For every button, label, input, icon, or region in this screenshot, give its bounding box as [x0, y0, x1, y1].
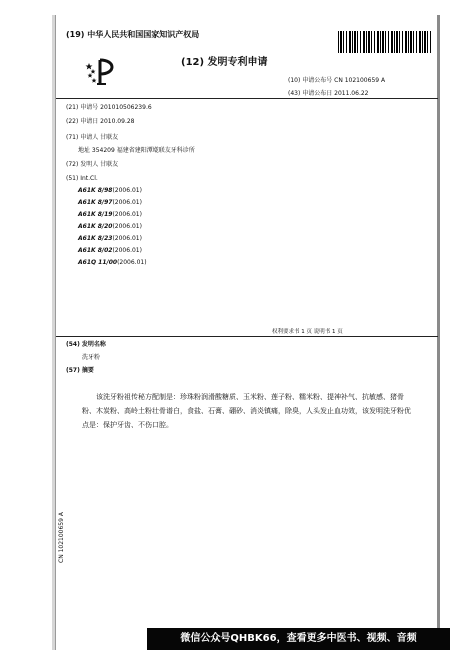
document-kind: (12) 发明专利申请 [181, 57, 268, 68]
ipc-entry: A61K 8/98(2006.01) [78, 187, 142, 194]
abstract-label: (57) 摘要 [66, 367, 94, 374]
header-divider [56, 98, 438, 99]
ipc-entry: A61Q 11/00(2006.01) [78, 259, 147, 266]
ipc-entry: A61K 8/23(2006.01) [78, 235, 142, 242]
sipo-logo-icon [84, 56, 118, 86]
applicant-address: 地址 354209 福建省建阳潭墘联友牙科诊所 [78, 147, 195, 154]
ipc-entry: A61K 8/20(2006.01) [78, 223, 142, 230]
title-label: (54) 发明名称 [66, 341, 106, 348]
barcode [338, 31, 432, 53]
publication-date: (43) 申请公布日 2011.06.22 [288, 90, 369, 97]
biblio-divider [56, 336, 438, 337]
application-number: (21) 申请号 201010506239.6 [66, 104, 152, 111]
wechat-banner: 微信公众号QHBK66，查看更多中医书、视频、音频 [147, 628, 450, 650]
patent-page [55, 15, 440, 650]
side-publication-number: CN 102100659 A [58, 512, 65, 563]
inventor: (72) 发明人 甘联友 [66, 161, 119, 168]
pages-note: 权利要求书 1 页 说明书 1 页 [272, 329, 343, 335]
applicant: (71) 申请人 甘联友 [66, 134, 119, 141]
ipc-entry: A61K 8/02(2006.01) [78, 247, 142, 254]
publication-number: (10) 申请公布号 CN 102100659 A [288, 77, 386, 84]
ipc-entry: A61K 8/97(2006.01) [78, 199, 142, 206]
invention-title: 洗牙粉 [82, 354, 101, 361]
ipc-entry: A61K 8/19(2006.01) [78, 211, 142, 218]
abstract-text: 该洗牙粉祖传秘方配制是：珍珠粉润滑酸糖质、玉米粉、莲子粉、糯米粉、提神补气、抗敏感、猪骨粉、木炭粉、高岭土粉壮骨谱白，食盐、石膏、硼砂、消炎镇痛，除臭，人头发止血功效，该发明洗牙粉优点是：保护牙齿、不伤口腔。 [82, 393, 411, 429]
int-cl-heading: (51) Int.Cl. [66, 175, 98, 182]
filing-date: (22) 申请日 2010.09.28 [66, 118, 135, 125]
authority-heading: (19) 中华人民共和国国家知识产权局 [66, 30, 200, 39]
